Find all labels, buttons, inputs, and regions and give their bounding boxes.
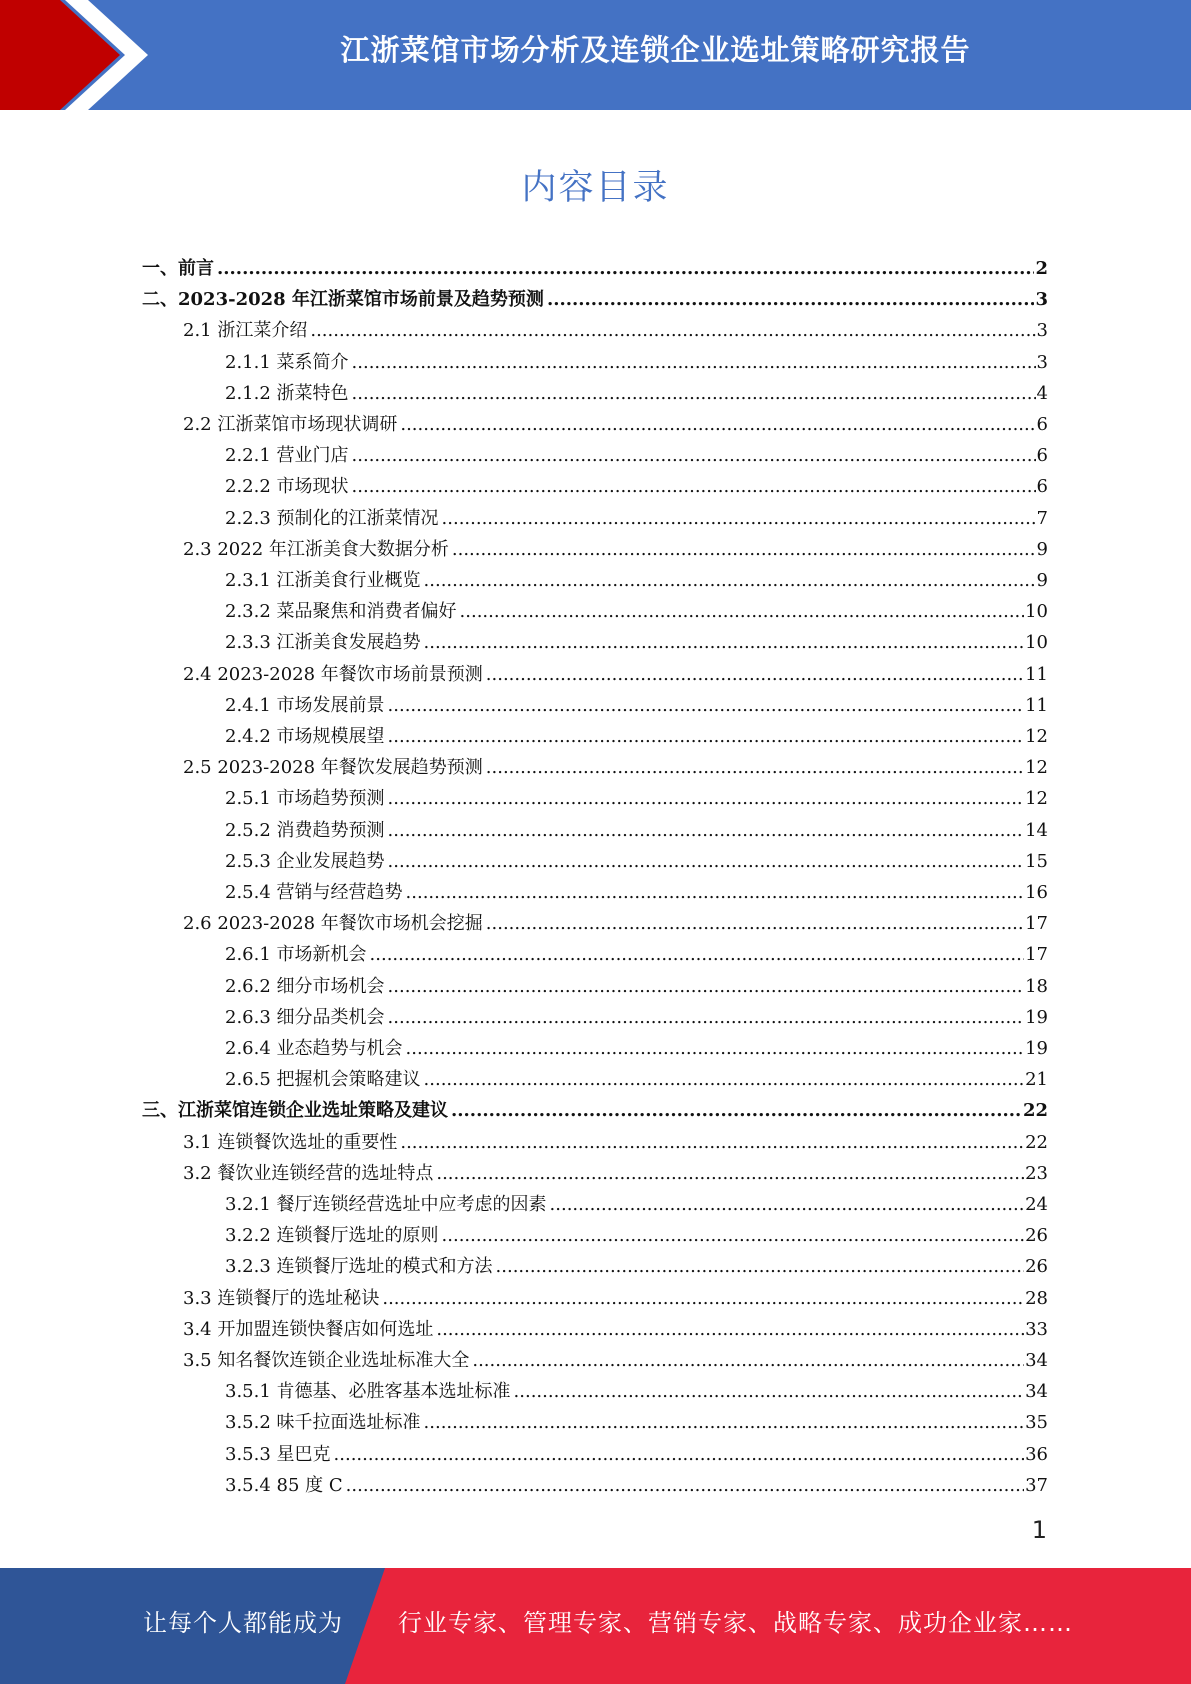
toc-dot-leader xyxy=(388,783,1025,814)
toc-entry[interactable] xyxy=(225,565,1048,596)
toc-dot-leader xyxy=(486,659,1024,690)
toc-entry[interactable] xyxy=(142,253,1048,284)
toc-entry[interactable] xyxy=(183,1314,1048,1345)
toc-entry-page: 22 xyxy=(1025,1131,1048,1153)
toc-dot-leader xyxy=(424,627,1025,658)
toc-dot-leader xyxy=(352,471,1036,502)
toc-entry[interactable] xyxy=(225,378,1048,409)
toc-entry[interactable] xyxy=(225,1220,1048,1251)
toc-dot-leader xyxy=(352,378,1036,409)
header-band xyxy=(0,0,1191,110)
toc-heading: 内容目录 xyxy=(521,168,670,208)
toc-dot-leader xyxy=(388,690,1025,721)
toc-entry[interactable] xyxy=(225,971,1048,1002)
toc-entry-label: 2.3.2 菜品聚焦和消费者偏好 xyxy=(225,601,457,623)
toc-dot-leader xyxy=(486,908,1024,939)
toc-entry-page: 11 xyxy=(1025,663,1048,685)
toc-entry-page: 4 xyxy=(1036,382,1048,404)
toc-dot-leader xyxy=(496,1251,1025,1282)
toc-dot-leader xyxy=(400,1127,1024,1158)
toc-entry[interactable] xyxy=(225,1189,1048,1220)
toc-dot-leader xyxy=(400,409,1035,440)
toc-entry-page: 28 xyxy=(1025,1287,1048,1309)
toc-dot-leader xyxy=(382,1283,1024,1314)
toc-entry-label: 3.5.1 肯德基、必胜客基本选址标准 xyxy=(225,1381,511,1403)
toc-entry-label: 2.3.3 江浙美食发展趋势 xyxy=(225,632,421,654)
toc-entry-label: 2.2 江浙菜馆市场现状调研 xyxy=(183,414,398,435)
page-number: 1 xyxy=(1031,1516,1047,1544)
toc-dot-leader xyxy=(424,1064,1025,1095)
toc-entry[interactable] xyxy=(142,1095,1048,1126)
toc-dot-leader xyxy=(472,1345,1024,1376)
toc-entry[interactable] xyxy=(225,1251,1048,1282)
toc-entry[interactable] xyxy=(183,534,1048,565)
toc-entry-page: 17 xyxy=(1025,913,1048,935)
toc-entry-label: 2.6.5 把握机会策略建议 xyxy=(225,1069,421,1091)
toc-entry-label: 3.2.2 连锁餐厅选址的原则 xyxy=(225,1225,439,1247)
toc-entry-label: 3.2.1 餐厅连锁经营选址中应考虑的因素 xyxy=(225,1194,547,1215)
toc-dot-leader xyxy=(452,534,1036,565)
toc-dot-leader xyxy=(436,1314,1024,1345)
toc-entry-page: 9 xyxy=(1036,570,1048,591)
toc-entry-page: 10 xyxy=(1025,632,1048,654)
toc-entry[interactable] xyxy=(225,1407,1048,1438)
toc-entry-page: 14 xyxy=(1025,819,1048,841)
toc-entry-page: 6 xyxy=(1036,414,1048,435)
toc-entry-page: 36 xyxy=(1025,1443,1048,1465)
toc-entry-page: 12 xyxy=(1025,788,1048,810)
toc-entry-label: 2.1 浙江菜介绍 xyxy=(183,320,308,342)
toc-entry-label: 2.5.4 营销与经营趋势 xyxy=(225,882,403,903)
toc-dot-leader xyxy=(460,596,1025,627)
toc-dot-leader xyxy=(388,815,1025,846)
toc-entry[interactable] xyxy=(225,627,1048,658)
toc-entry[interactable] xyxy=(183,752,1048,783)
toc-entry-page: 6 xyxy=(1036,476,1048,498)
toc-dot-leader xyxy=(451,1095,1022,1126)
toc-entry-page: 3 xyxy=(1035,289,1048,311)
toc-entry[interactable] xyxy=(225,1439,1048,1470)
toc-entry-label: 2.2.3 预制化的江浙菜情况 xyxy=(225,507,439,529)
toc-entry-label: 3.3 连锁餐厅的选址秘诀 xyxy=(183,1287,380,1309)
toc-entry-page: 26 xyxy=(1025,1225,1048,1247)
toc-entry[interactable] xyxy=(225,939,1048,970)
toc-entry[interactable] xyxy=(183,659,1048,690)
toc-entry[interactable] xyxy=(183,1158,1048,1189)
toc-dot-leader xyxy=(334,1439,1025,1470)
toc-entry-page: 33 xyxy=(1025,1318,1048,1340)
toc-entry-page: 2 xyxy=(1035,258,1048,279)
toc-entry-page: 26 xyxy=(1025,1256,1048,1278)
toc-entry-page: 3 xyxy=(1036,351,1048,373)
toc-entry-label: 2.4.2 市场规模展望 xyxy=(225,726,385,747)
toc-entry-label: 3.2 餐饮业连锁经营的选址特点 xyxy=(183,1162,434,1184)
toc-entry-page: 24 xyxy=(1025,1194,1048,1215)
toc-dot-leader xyxy=(486,752,1024,783)
toc-entry-page: 15 xyxy=(1025,850,1048,872)
toc-entry-page: 21 xyxy=(1025,1069,1048,1091)
toc-dot-leader xyxy=(388,721,1025,752)
toc-dot-leader xyxy=(424,565,1036,596)
toc-entry[interactable] xyxy=(225,1064,1048,1095)
toc-entry-label: 3.5.4 85 度 C xyxy=(225,1474,343,1496)
toc-entry-label: 2.6 2023-2028 年餐饮市场机会挖掘 xyxy=(183,913,483,935)
toc-entry-page: 12 xyxy=(1025,726,1048,747)
footer-slogan-left: 让每个人都能成为 xyxy=(143,1609,343,1637)
toc-entry-label: 2.2.2 市场现状 xyxy=(225,476,349,498)
toc-entry[interactable] xyxy=(183,315,1048,346)
toc-entry[interactable] xyxy=(142,284,1048,315)
toc-entry-label: 2.1.1 菜系简介 xyxy=(225,351,349,373)
toc-entry[interactable] xyxy=(225,1033,1048,1064)
toc-entry[interactable] xyxy=(225,690,1048,721)
toc-entry-label: 2.5.3 企业发展趋势 xyxy=(225,850,385,872)
toc-entry-page: 34 xyxy=(1025,1381,1048,1403)
toc-entry-label: 2.5 2023-2028 年餐饮发展趋势预测 xyxy=(183,757,483,779)
toc-entry[interactable] xyxy=(225,347,1048,378)
toc-dot-leader xyxy=(442,1220,1025,1251)
toc-entry-label: 2.4 2023-2028 年餐饮市场前景预测 xyxy=(183,663,483,685)
toc-entry[interactable] xyxy=(225,471,1048,502)
toc-entry[interactable] xyxy=(225,1002,1048,1033)
toc-entry-page: 35 xyxy=(1025,1412,1048,1434)
toc-entry-label: 2.6.3 细分品类机会 xyxy=(225,1006,385,1028)
toc-entry-page: 11 xyxy=(1025,694,1048,716)
toc-entry-label: 3.5.2 味千拉面选址标准 xyxy=(225,1412,421,1434)
toc-entry-page: 37 xyxy=(1025,1474,1048,1496)
toc-dot-leader xyxy=(406,1033,1025,1064)
toc-dot-leader xyxy=(370,939,1025,970)
toc-entry-page: 16 xyxy=(1025,882,1048,903)
toc-entry-page: 19 xyxy=(1025,1006,1048,1028)
toc-entry-page: 7 xyxy=(1036,507,1048,529)
toc-entry-page: 3 xyxy=(1036,320,1048,342)
toc-entry-label: 2.3.1 江浙美食行业概览 xyxy=(225,570,421,591)
toc-entry-page: 19 xyxy=(1025,1038,1048,1059)
chevron-arrow-icon xyxy=(0,0,160,110)
toc-dot-leader xyxy=(442,503,1036,534)
toc-entry-page: 12 xyxy=(1025,757,1048,779)
toc-dot-leader xyxy=(550,1189,1025,1220)
toc-entry-page: 9 xyxy=(1036,538,1048,560)
toc-entry[interactable] xyxy=(225,1470,1048,1501)
toc-entry-label: 2.6.2 细分市场机会 xyxy=(225,975,385,997)
toc-entry[interactable] xyxy=(225,1376,1048,1407)
toc-entry-label: 一、前言 xyxy=(142,258,214,279)
toc-entry[interactable] xyxy=(225,596,1048,627)
toc-dot-leader xyxy=(388,846,1025,877)
toc-entry-page: 34 xyxy=(1025,1350,1048,1371)
footer-slogan-right: 行业专家、管理专家、营销专家、战略专家、成功企业家…… xyxy=(398,1609,1073,1637)
toc-entry[interactable] xyxy=(183,908,1048,939)
toc-entry[interactable] xyxy=(225,846,1048,877)
report-title: 江浙菜馆市场分析及连锁企业选址策略研究报告 xyxy=(340,33,971,67)
toc-entry-label: 3.5.3 星巴克 xyxy=(225,1443,331,1465)
toc-entry[interactable] xyxy=(183,1127,1048,1158)
toc-dot-leader xyxy=(514,1376,1025,1407)
toc-entry-label: 3.5 知名餐饮连锁企业选址标准大全 xyxy=(183,1350,470,1371)
toc-dot-leader xyxy=(217,253,1034,284)
toc-entry-label: 2.5.2 消费趋势预测 xyxy=(225,819,385,841)
toc-entry-label: 2.2.1 营业门店 xyxy=(225,445,349,467)
toc-entry-label: 二、2023-2028 年江浙菜馆市场前景及趋势预测 xyxy=(142,289,544,311)
toc-dot-leader xyxy=(310,315,1035,346)
toc-entry-label: 3.2.3 连锁餐厅选址的模式和方法 xyxy=(225,1256,493,1278)
toc-entry[interactable] xyxy=(225,783,1048,814)
toc-entry-label: 3.4 开加盟连锁快餐店如何选址 xyxy=(183,1318,434,1340)
toc-entry-label: 三、江浙菜馆连锁企业选址策略及建议 xyxy=(142,1100,448,1122)
toc-dot-leader xyxy=(436,1158,1024,1189)
toc-entry[interactable] xyxy=(183,1345,1048,1376)
toc-entry-label: 2.6.4 业态趋势与机会 xyxy=(225,1038,403,1059)
toc-dot-leader xyxy=(424,1407,1025,1438)
toc-dot-leader xyxy=(346,1470,1024,1501)
toc-dot-leader xyxy=(352,440,1036,471)
toc-entry-page: 23 xyxy=(1025,1162,1048,1184)
toc-dot-leader xyxy=(352,347,1036,378)
toc-entry[interactable] xyxy=(225,440,1048,471)
toc-entry[interactable] xyxy=(225,721,1048,752)
toc-entry[interactable] xyxy=(225,503,1048,534)
toc-entry-page: 10 xyxy=(1025,601,1048,623)
toc-dot-leader xyxy=(388,1002,1025,1033)
toc-entry[interactable] xyxy=(225,877,1048,908)
toc-dot-leader xyxy=(388,971,1025,1002)
footer-band xyxy=(0,1568,1191,1684)
toc-entry-page: 18 xyxy=(1025,975,1048,997)
toc-entry-label: 2.5.1 市场趋势预测 xyxy=(225,788,385,810)
toc-entry-page: 22 xyxy=(1022,1100,1048,1122)
toc-entry-page: 6 xyxy=(1036,445,1048,467)
toc-entry[interactable] xyxy=(183,409,1048,440)
toc-entry-label: 2.1.2 浙菜特色 xyxy=(225,382,349,404)
toc-entry-page: 17 xyxy=(1025,944,1048,966)
toc-dot-leader xyxy=(547,284,1035,315)
toc-entry[interactable] xyxy=(225,815,1048,846)
toc-dot-leader xyxy=(406,877,1025,908)
toc-entry[interactable] xyxy=(183,1283,1048,1314)
toc-entry-label: 2.3 2022 年江浙美食大数据分析 xyxy=(183,538,449,560)
toc-entry-label: 2.4.1 市场发展前景 xyxy=(225,694,385,716)
toc-entry-label: 2.6.1 市场新机会 xyxy=(225,944,367,966)
toc-entry-label: 3.1 连锁餐饮选址的重要性 xyxy=(183,1131,398,1153)
